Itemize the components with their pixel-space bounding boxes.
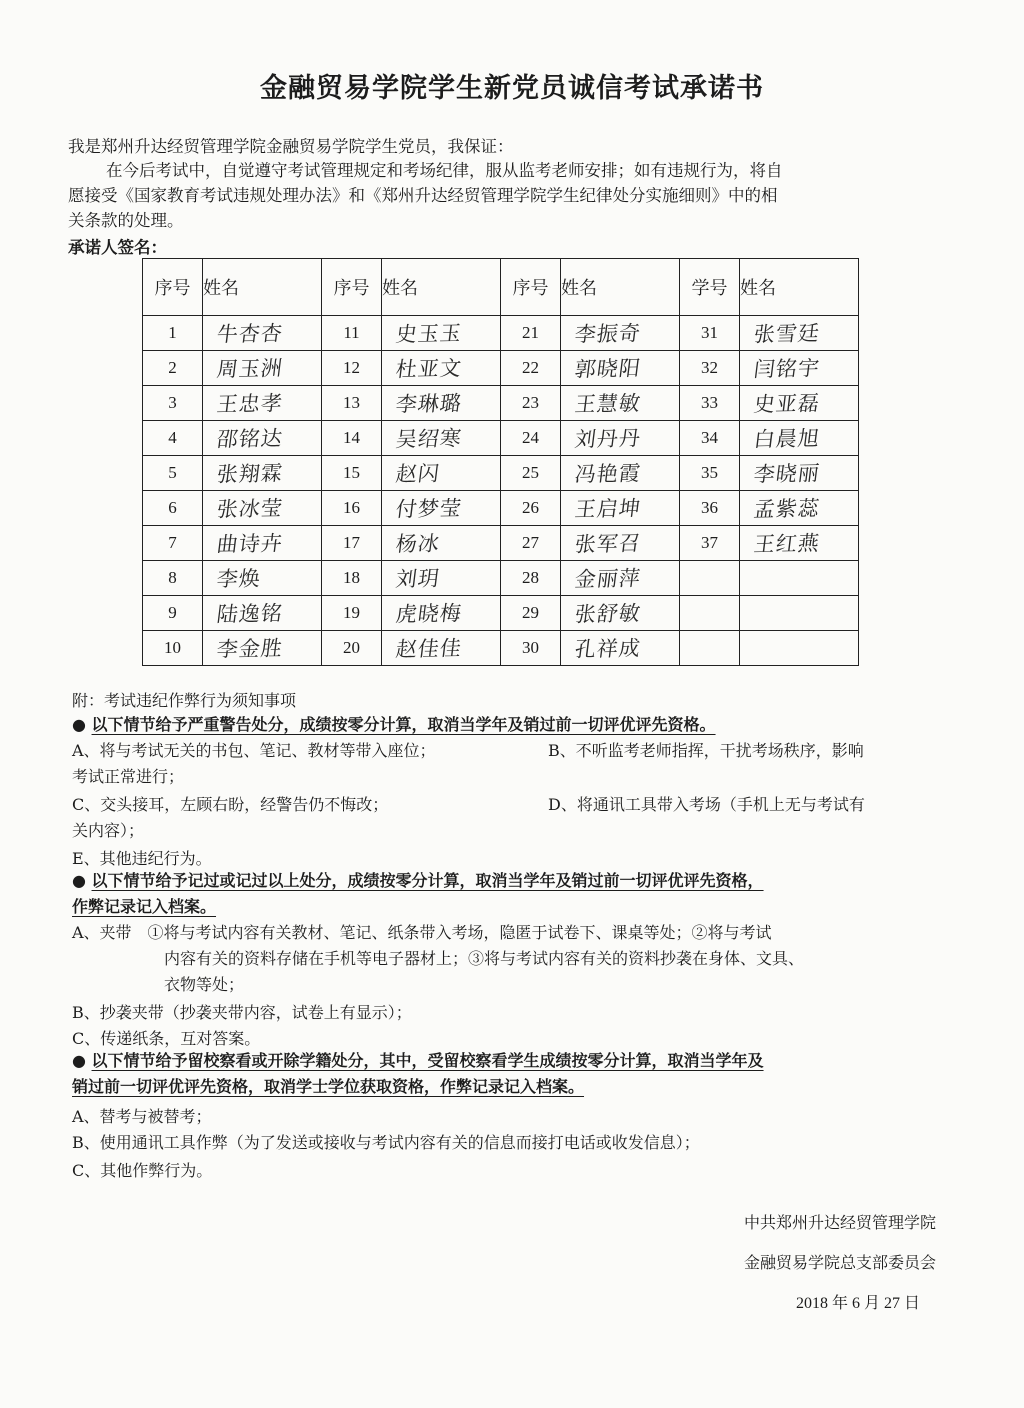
row-number-cell: 7 xyxy=(143,526,203,561)
signature-cell xyxy=(203,386,322,421)
signature-cell xyxy=(561,386,680,421)
handwritten-signature: 史亚磊 xyxy=(752,391,822,417)
s1-item-a: A、将与考试无关的书包、笔记、教材等带入座位； xyxy=(72,741,436,760)
handwritten-signature: 陆逸铭 xyxy=(215,601,285,627)
s2-item-a-cont: 内容有关的资料存储在手机等电子器材上；③将与考试内容有关的资料抄袭在身体、文具、 xyxy=(164,949,805,968)
signature-cell xyxy=(561,631,680,666)
signature-cell xyxy=(203,631,322,666)
s1-item-e: E、其他违纪行为。 xyxy=(72,849,212,868)
s1-item-b: B、不听监考老师指挥，干扰考场秩序，影响 xyxy=(548,741,864,760)
handwritten-signature: 孔祥成 xyxy=(573,636,643,662)
row-number-cell xyxy=(680,561,740,596)
row-number-cell: 6 xyxy=(143,491,203,526)
signature-cell xyxy=(561,421,680,456)
signature-cell xyxy=(382,386,501,421)
s1-item-d-cont: 关内容）； xyxy=(72,821,145,840)
signature-cell xyxy=(382,596,501,631)
handwritten-signature: 王慧敏 xyxy=(573,391,643,417)
signature-cell xyxy=(382,491,501,526)
table-header-row xyxy=(143,259,859,316)
row-number-cell: 36 xyxy=(680,491,740,526)
handwritten-signature: 李金胜 xyxy=(215,636,285,662)
row-number-cell: 24 xyxy=(501,421,561,456)
intro-line-3: 愿接受《国家教育考试违规处理办法》和《郑州升达经贸管理学院学生纪律处分实施细则》中的相 xyxy=(68,186,778,205)
handwritten-signature: 杨冰 xyxy=(394,531,442,557)
signature-cell xyxy=(382,421,501,456)
signature-cell xyxy=(740,421,859,456)
table-row xyxy=(143,351,859,386)
signature-cell xyxy=(203,456,322,491)
signature-cell xyxy=(382,351,501,386)
row-number-cell xyxy=(680,596,740,631)
section-2-text-cont: 作弊记录记入档案。 xyxy=(72,897,217,916)
table-row xyxy=(143,421,859,456)
handwritten-signature: 李焕 xyxy=(215,566,263,592)
row-number-cell: 15 xyxy=(322,456,382,491)
handwritten-signature: 王启坤 xyxy=(573,496,643,522)
row-number-cell: 3 xyxy=(143,386,203,421)
section-3-text: 以下情节给予留校察看或开除学籍处分，其中，受留校察看学生成绩按零分计算，取消当学年及 xyxy=(91,1051,764,1070)
row-number-cell: 25 xyxy=(501,456,561,491)
signature-cell xyxy=(561,456,680,491)
handwritten-signature: 赵闪 xyxy=(394,461,442,487)
signature-cell xyxy=(203,316,322,351)
row-number-cell: 22 xyxy=(501,351,561,386)
handwritten-signature: 孟紫蕊 xyxy=(752,496,822,522)
row-number-cell: 35 xyxy=(680,456,740,491)
page-title: 金融贸易学院学生新党员诚信考试承诺书 xyxy=(260,73,764,104)
signature-cell xyxy=(203,351,322,386)
handwritten-signature: 周玉洲 xyxy=(215,356,285,382)
signature-cell xyxy=(740,316,859,351)
footer-org-2: 金融贸易学院总支部委员会 xyxy=(743,1253,936,1272)
signature-cell xyxy=(203,596,322,631)
handwritten-signature: 张雪廷 xyxy=(752,321,822,347)
table-row xyxy=(143,456,859,491)
handwritten-signature: 曲诗卉 xyxy=(215,531,285,557)
table-row xyxy=(143,631,859,666)
row-number-cell: 4 xyxy=(143,421,203,456)
handwritten-signature: 吴绍寒 xyxy=(394,426,464,452)
signature-cell xyxy=(203,526,322,561)
row-number-cell xyxy=(680,631,740,666)
handwritten-signature: 张翔霖 xyxy=(215,461,285,487)
table-row xyxy=(143,316,859,351)
signature-cell xyxy=(740,491,859,526)
signature-cell xyxy=(561,561,680,596)
handwritten-signature: 李晓丽 xyxy=(752,461,822,487)
footer-date: 2018 年 6 月 27 日 xyxy=(795,1295,920,1312)
row-number-cell: 26 xyxy=(501,491,561,526)
row-number-cell: 10 xyxy=(143,631,203,666)
s3-item-b: B、使用通讯工具作弊（为了发送或接收与考试内容有关的信息而接打电话或收发信息）； xyxy=(72,1133,700,1152)
table-header-cell: 姓名 xyxy=(740,259,859,316)
row-number-cell: 28 xyxy=(501,561,561,596)
signature-table xyxy=(142,258,859,666)
signature-cell xyxy=(203,491,322,526)
signature-cell xyxy=(740,386,859,421)
row-number-cell: 23 xyxy=(501,386,561,421)
table-header-cell: 姓名 xyxy=(561,259,680,316)
table-row xyxy=(143,491,859,526)
signature-cell xyxy=(740,456,859,491)
handwritten-signature: 史玉玉 xyxy=(394,321,464,347)
signature-cell xyxy=(740,596,859,631)
section-3-title: ● 以下情节给予留校察看或开除学籍处分，其中，受留校察看学生成绩按零分计算，取消当学年及 xyxy=(72,1051,764,1070)
intro-line-4: 关条款的处理。 xyxy=(68,211,184,230)
signature-cell xyxy=(740,631,859,666)
row-number-cell: 5 xyxy=(143,456,203,491)
intro-line-1: 我是郑州升达经贸管理学院金融贸易学院学生党员，我保证： xyxy=(68,137,514,156)
signature-cell xyxy=(382,456,501,491)
signature-cell xyxy=(561,491,680,526)
signature-cell xyxy=(561,596,680,631)
notes-heading: 附：考试违纪作弊行为须知事项 xyxy=(72,691,297,710)
section-2-title: ● 以下情节给予记过或记过以上处分，成绩按零分计算，取消当学年及销过前一切评优评先资格， xyxy=(72,871,764,890)
handwritten-signature: 李振奇 xyxy=(573,321,643,347)
section-3-text-cont: 销过前一切评优评先资格，取消学士学位获取资格，作弊记录记入档案。 xyxy=(72,1077,585,1096)
table-header-cell: 序号 xyxy=(322,259,382,316)
row-number-cell: 14 xyxy=(322,421,382,456)
row-number-cell: 34 xyxy=(680,421,740,456)
row-number-cell: 32 xyxy=(680,351,740,386)
sign-label: 承诺人签名： xyxy=(68,238,167,257)
handwritten-signature: 虎晓梅 xyxy=(394,601,464,627)
table-header-cell: 序号 xyxy=(143,259,203,316)
signature-cell xyxy=(740,526,859,561)
signature-cell xyxy=(382,526,501,561)
handwritten-signature: 张冰莹 xyxy=(215,496,285,522)
row-number-cell: 31 xyxy=(680,316,740,351)
handwritten-signature: 王红燕 xyxy=(752,531,822,557)
signature-cell xyxy=(382,561,501,596)
s3-item-c: C、其他作弊行为。 xyxy=(72,1161,213,1180)
handwritten-signature: 牛杏杏 xyxy=(215,321,285,347)
table-row xyxy=(143,596,859,631)
table-row xyxy=(143,561,859,596)
signature-cell xyxy=(203,421,322,456)
handwritten-signature: 王忠孝 xyxy=(215,391,285,417)
handwritten-signature: 刘玥 xyxy=(394,566,442,592)
handwritten-signature: 张舒敏 xyxy=(573,601,643,627)
signature-cell xyxy=(740,561,859,596)
s1-item-b-cont: 考试正常进行； xyxy=(72,767,185,786)
handwritten-signature: 金丽萍 xyxy=(573,566,643,592)
row-number-cell: 19 xyxy=(322,596,382,631)
s1-item-d: D、将通讯工具带入考场（手机上无与考试有 xyxy=(548,795,865,814)
handwritten-signature: 张军召 xyxy=(573,531,643,557)
handwritten-signature: 郭晓阳 xyxy=(573,356,643,382)
handwritten-signature: 赵佳佳 xyxy=(394,636,464,662)
row-number-cell: 21 xyxy=(501,316,561,351)
table-header-cell: 姓名 xyxy=(382,259,501,316)
section-2-title-cont xyxy=(72,894,216,917)
handwritten-signature: 白晨旭 xyxy=(752,426,822,452)
signature-cell xyxy=(561,316,680,351)
row-number-cell: 33 xyxy=(680,386,740,421)
row-number-cell: 17 xyxy=(322,526,382,561)
row-number-cell: 16 xyxy=(322,491,382,526)
footer-org-1: 中共郑州升达经贸管理学院 xyxy=(743,1213,936,1232)
row-number-cell: 11 xyxy=(322,316,382,351)
handwritten-signature: 闫铭宇 xyxy=(752,356,822,382)
s2-item-a-cont2: 衣物等处； xyxy=(164,975,245,994)
s2-item-b: B、抄袭夹带（抄袭夹带内容，试卷上有显示）； xyxy=(72,1003,412,1022)
handwritten-signature: 杜亚文 xyxy=(394,356,464,382)
row-number-cell: 1 xyxy=(143,316,203,351)
handwritten-signature: 刘丹丹 xyxy=(573,426,643,452)
row-number-cell: 2 xyxy=(143,351,203,386)
table-header-cell: 序号 xyxy=(501,259,561,316)
section-1-text: 以下情节给予严重警告处分，成绩按零分计算，取消当学年及销过前一切评优评先资格。 xyxy=(91,715,716,734)
row-number-cell: 37 xyxy=(680,526,740,561)
row-number-cell: 13 xyxy=(322,386,382,421)
s1-item-c: C、交头接耳，左顾右盼，经警告仍不悔改； xyxy=(72,795,389,814)
row-number-cell: 18 xyxy=(322,561,382,596)
row-number-cell: 8 xyxy=(143,561,203,596)
table-row xyxy=(143,526,859,561)
section-2-text: 以下情节给予记过或记过以上处分，成绩按零分计算，取消当学年及销过前一切评优评先资格， xyxy=(91,871,764,890)
table-row xyxy=(143,386,859,421)
s3-item-a: A、替考与被替考； xyxy=(72,1107,212,1126)
table-header-cell: 学号 xyxy=(680,259,740,316)
signature-cell xyxy=(382,631,501,666)
handwritten-signature: 付梦莹 xyxy=(394,496,464,522)
signature-cell xyxy=(561,526,680,561)
row-number-cell: 27 xyxy=(501,526,561,561)
handwritten-signature: 李琳璐 xyxy=(394,391,464,417)
signature-cell xyxy=(203,561,322,596)
section-3-title-cont xyxy=(72,1074,584,1097)
signature-cell xyxy=(561,351,680,386)
row-number-cell: 30 xyxy=(501,631,561,666)
table-header-cell: 姓名 xyxy=(203,259,322,316)
s2-item-a: A、夹带 ①将与考试内容有关教材、笔记、纸条带入考场，隐匿于试卷下、课桌等处；②将与考试 xyxy=(72,923,772,942)
row-number-cell: 29 xyxy=(501,596,561,631)
row-number-cell: 20 xyxy=(322,631,382,666)
row-number-cell: 9 xyxy=(143,596,203,631)
signature-cell xyxy=(740,351,859,386)
section-1-title: ● 以下情节给予严重警告处分，成绩按零分计算，取消当学年及销过前一切评优评先资格。 xyxy=(72,715,716,734)
row-number-cell: 12 xyxy=(322,351,382,386)
handwritten-signature: 邵铭达 xyxy=(215,426,285,452)
s2-item-c: C、传递纸条，互对答案。 xyxy=(72,1029,261,1048)
signature-cell xyxy=(382,316,501,351)
intro-line-2: 在今后考试中，自觉遵守考试管理规定和考场纪律，服从监考老师安排；如有违规行为，将自 xyxy=(106,161,783,180)
handwritten-signature: 冯艳霞 xyxy=(573,461,643,487)
